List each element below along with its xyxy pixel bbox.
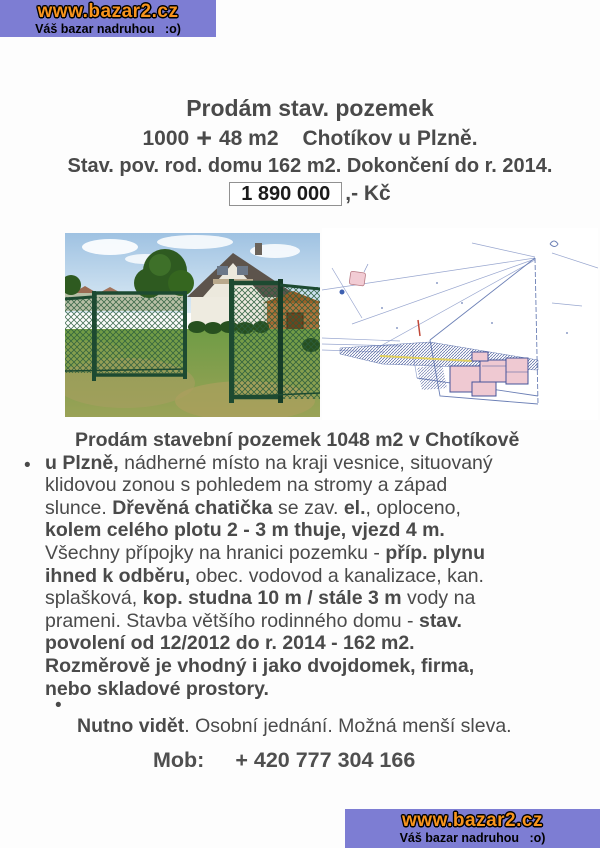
description-line: Prodám stavební pozemek 1048 m2 v Chotíkově xyxy=(75,429,520,451)
site-url-link[interactable]: www.bazar2.cz xyxy=(37,1,179,22)
description-line: klidovou zonou s pohledem na stromy a západ xyxy=(45,474,448,497)
price-row xyxy=(10,182,600,208)
contact-row xyxy=(153,748,415,773)
mobile-label: Mob: xyxy=(153,748,205,772)
site-url-link[interactable]: www.bazar2.cz xyxy=(402,810,543,831)
note-line: Nutno vidět. Osobní jednání. Možná menší sleva. xyxy=(77,715,512,737)
description-line: nebo skladové prostory. xyxy=(45,677,269,700)
site-tagline: Váš bazar nadruhou :o) xyxy=(399,831,546,845)
description-line: Rozměrově je vhodný i jako dvojdomek, firma, xyxy=(45,654,475,677)
description-line: povolení od 12/2012 do r. 2014 - 162 m2. xyxy=(45,632,415,655)
site-tagline: Váš bazar nadruhou :o) xyxy=(35,22,181,36)
price-value: 1 890 000 xyxy=(229,182,342,206)
description-line: u Plzně, nádherné místo na kraji vesnice, situovaný xyxy=(45,451,493,474)
description-line: kolem celého plotu 2 - 3 m thuje, vjezd 4 m. xyxy=(45,519,445,542)
ad-subtitle xyxy=(10,125,600,152)
bullet-marker: • xyxy=(24,455,31,476)
price-currency: ,- Kč xyxy=(345,182,391,205)
site-banner-top xyxy=(0,0,216,37)
description-line: splašková, kop. studna 10 m / stále 3 m vody na xyxy=(45,587,476,610)
plot-photo xyxy=(65,233,320,417)
location-text: Chotíkov u Plzně. xyxy=(302,127,478,150)
ad-header xyxy=(10,95,600,208)
phone-number: + 420 777 304 166 xyxy=(235,748,416,772)
site-banner-bottom xyxy=(345,809,600,848)
description-line: slunce. Dřevěná chatička se zav. el., oploceno, xyxy=(45,496,461,519)
description-line: Všechny přípojky na hranici pozemku - příp. plynu xyxy=(45,541,485,564)
bullet-marker: • xyxy=(55,695,62,716)
description-line: ihned k odběru, obec. vodovod a kanalizace, kan. xyxy=(45,564,484,587)
plus-sign: + xyxy=(196,123,212,153)
permit-line: Stav. pov. rod. domu 162 m2. Dokončení do r. 2014. xyxy=(67,155,553,177)
area-first: 1000 xyxy=(142,127,190,150)
description-text xyxy=(45,429,560,700)
description-line: prameni. Stavba většího rodinného domu - stav. xyxy=(45,609,462,632)
site-plan-image xyxy=(322,228,598,420)
ad-title: Prodám stav. pozemek xyxy=(186,95,434,121)
area-second: 48 m2 xyxy=(218,127,279,150)
